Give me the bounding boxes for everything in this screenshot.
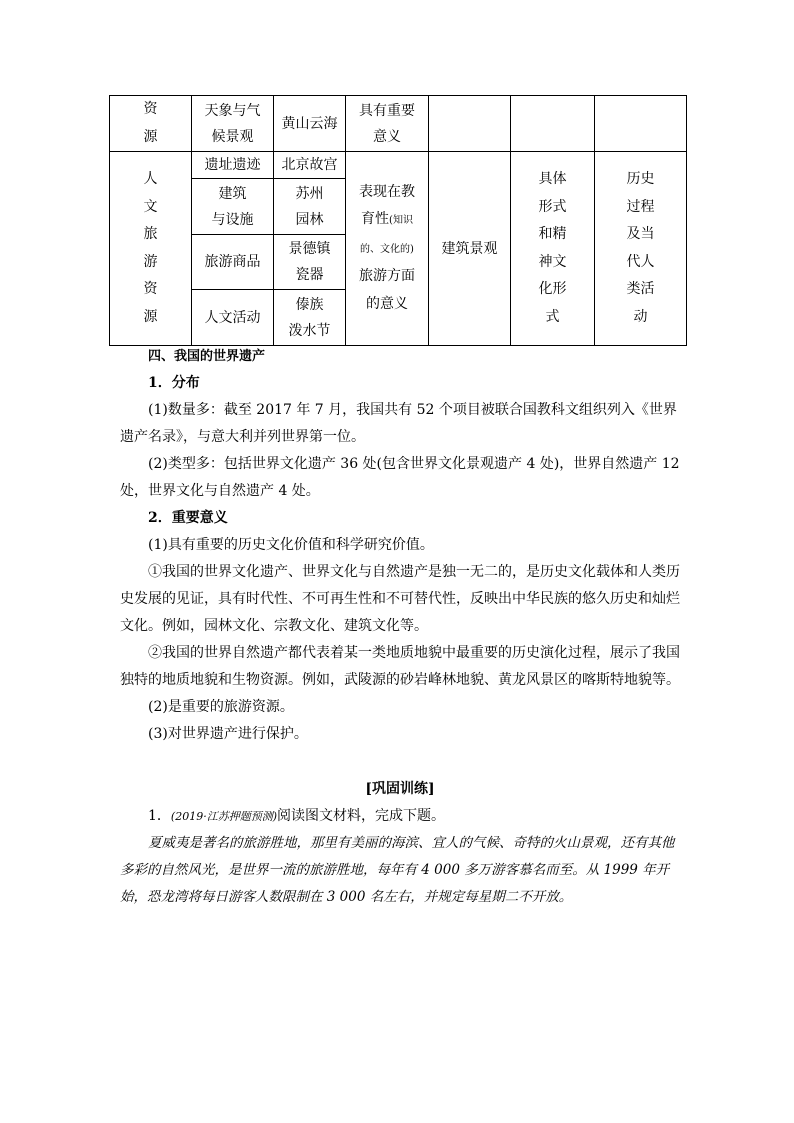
- table-row: [110, 152, 687, 179]
- meaning-cell: 具有重要 意义: [346, 96, 429, 152]
- section-4: [120, 343, 680, 748]
- paragraph: ②我国的世界自然遗产都代表着某一类地质地貌中最重要的历史演化过程，展示了我国独特的地质地貌和生物资源。例如，武陵源的砂岩峰林地貌、黄龙风景区的喀斯特地貌等。: [120, 645, 680, 688]
- empty-cell: [511, 96, 595, 152]
- example-cell: 北京故宫: [274, 152, 346, 179]
- exercise-title: [巩固训练]: [365, 781, 435, 797]
- section-heading: 四、我国的世界遗产: [148, 349, 266, 364]
- form-cell: 具体 形式 和精 神文 化形 式: [511, 152, 595, 346]
- subtype-cell: 旅游商品: [192, 235, 274, 290]
- paragraph: (2)是重要的旅游资源。: [148, 699, 294, 715]
- subtype-cell: 遗址遗迹: [192, 152, 274, 179]
- example-cell: 傣族 泼水节: [274, 290, 346, 346]
- example-cell: 黄山云海: [274, 96, 346, 152]
- table-row: [110, 96, 687, 152]
- subtype-cell: 天象与气 候景观: [192, 96, 274, 152]
- paragraph: (2)类型多：包括世界文化遗产 36 处(包含世界文化景观遗产 4 处)，世界自然遗产 12 处，世界文化与自然遗产 4 处。: [120, 456, 680, 499]
- category-cell: 资 源: [110, 96, 192, 152]
- meaning-cell: 表现在教 育性(知识 的、文化的) 旅游方面 的意义: [346, 152, 429, 346]
- subheading-significance: 2．重要意义: [148, 510, 228, 526]
- exercise-section: [120, 776, 680, 911]
- paragraph: (1)具有重要的历史文化价值和科学研究价值。: [148, 537, 434, 553]
- subheading-distribution: 1．分布: [148, 375, 200, 391]
- question-1: 1．(2019·江苏押题预测)阅读图文材料，完成下题。: [148, 808, 445, 824]
- landscape-cell: 建筑景观: [429, 152, 511, 346]
- humanities-category-cell: 人 文 旅 游 资 源: [110, 152, 192, 346]
- example-cell: 景德镇 瓷器: [274, 235, 346, 290]
- empty-cell: [595, 96, 687, 152]
- paragraph: (1)数量多：截至 2017 年 7 月，我国共有 52 个项目被联合国教科文组织列入《世界遗产名录》，与意大利并列世界第一位。: [120, 402, 677, 445]
- subtype-cell: 人文活动: [192, 290, 274, 346]
- subtype-cell: 建筑 与设施: [192, 179, 274, 235]
- empty-cell: [429, 96, 511, 152]
- paragraph: ①我国的世界文化遗产、世界文化与自然遗产是独一无二的，是历史文化载体和人类历史发展的见证，具有时代性、不可再生性和不可替代性，反映出中华民族的悠久历史和灿烂文化。例如，园林文化、宗教文化、建筑文化等。: [120, 564, 680, 634]
- tourism-resource-table: [109, 95, 687, 346]
- example-cell: 苏州 园林: [274, 179, 346, 235]
- history-cell: 历史 过程 及当 代人 类活 动: [595, 152, 687, 346]
- paragraph: (3)对世界遗产进行保护。: [148, 726, 308, 742]
- material-paragraph: 夏威夷是著名的旅游胜地，那里有美丽的海滨、宜人的气候、奇特的火山景观，还有其他多彩的自然风光，是世界一流的旅游胜地，每年有 4 000 多万游客慕名而至。从 1999 年开始，恐龙湾将每日游客人数限制在 3 000 名左右，并规定每星期二不开放。: [120, 835, 675, 905]
